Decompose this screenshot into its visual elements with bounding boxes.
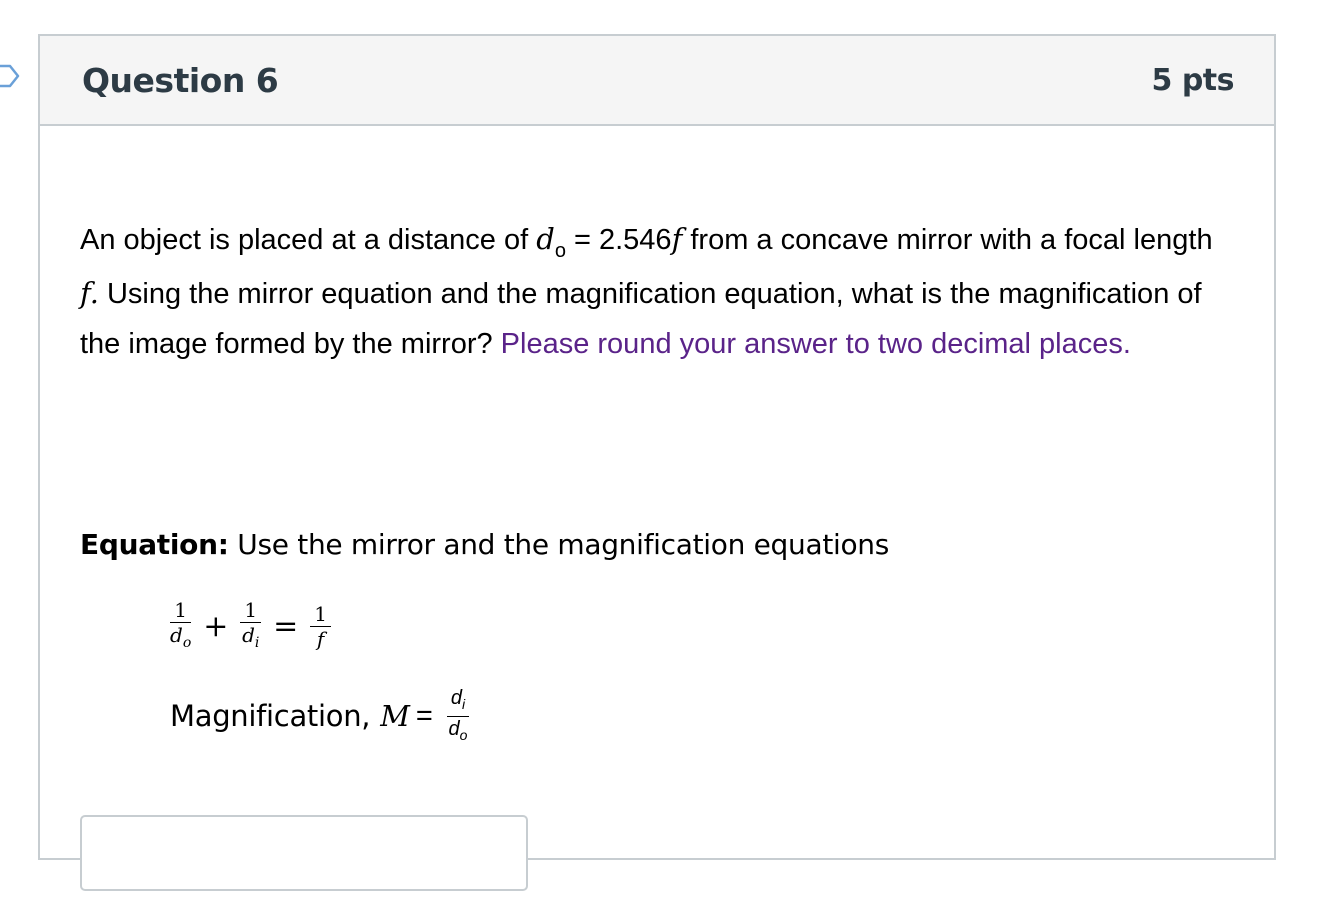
answer-input[interactable] <box>80 815 528 891</box>
equals-operator: = <box>273 608 299 644</box>
var-f: f <box>671 222 683 256</box>
fraction-one-over-di <box>240 598 261 655</box>
question-points: 5 pts <box>1151 62 1234 98</box>
numerator: 1 <box>170 598 191 623</box>
question-card <box>38 34 1276 860</box>
denominator: $d_o$ <box>170 622 192 651</box>
question-text-part: = 2.546 <box>565 224 672 256</box>
question-text-part: from a concave mirror with a focal length <box>682 224 1213 256</box>
numerator: $d_i$ <box>447 686 469 717</box>
equation-line <box>80 528 889 561</box>
subscript-o: o <box>554 240 566 262</box>
question-header <box>40 36 1274 126</box>
equation-label: Equation: <box>80 528 229 561</box>
var-d: d <box>536 222 555 256</box>
equation-description: Use the mirror and the magnification equations <box>228 528 890 561</box>
plus-operator: + <box>203 608 229 644</box>
var-f: f. <box>80 276 99 310</box>
mirror-equation <box>166 596 335 656</box>
question-text-part: An object is placed at a distance of <box>80 224 537 256</box>
question-text <box>80 214 1220 369</box>
fraction-di-over-do <box>447 686 469 747</box>
var-m: M <box>380 699 410 733</box>
fraction-one-over-do <box>170 598 191 655</box>
rounding-instruction: Please round your answer to two decimal places. <box>500 328 1131 360</box>
numerator: 1 <box>310 602 331 627</box>
equals-operator: = <box>415 699 433 732</box>
magnification-equation <box>170 681 473 751</box>
question-title: Question 6 <box>82 60 279 100</box>
denominator: $d_i$ <box>242 622 260 651</box>
numerator: 1 <box>240 598 261 623</box>
fraction-one-over-f <box>310 602 331 651</box>
denominator: f <box>316 626 325 651</box>
bookmark-flag-icon[interactable] <box>0 60 22 92</box>
denominator: $d_o$ <box>448 717 468 743</box>
magnification-label: Magnification, <box>170 699 371 733</box>
question-text-part: Using the mirror equation and the magnification equation, what is the magnification of the image formed by the mirror? <box>80 278 1202 360</box>
